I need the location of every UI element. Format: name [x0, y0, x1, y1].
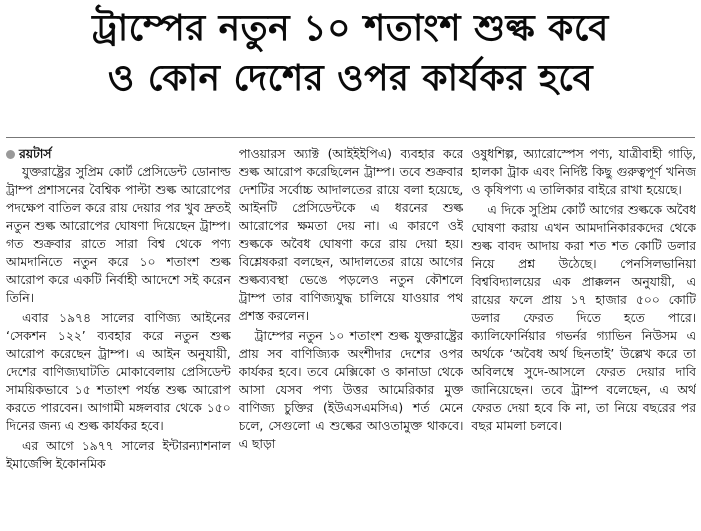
- article-paragraph: পাওয়ারস অ্যাক্ট (আইইইপিএ) ব্যবহার করে শুল্ক আরোপ করেছিলেন ট্রাম্প। তবে শুক্রবার দেশটির সর্বোচ্চ আদালতের রায়ে বলা হয়েছে, আইনটি প্রেসিডেন্টকে এ ধরনের শুল্ক আরোপের ক্ষমতা দেয় না। এ কারণে ওই শুল্ককে অবৈধ ঘোষণা করে রায় দেয়া হয়। বিশ্লেষকরা বলছেন, আদালতের রায়ে আগের শুল্কব্যবস্থা ভেঙে পড়লেও নতুন কৌশলে ট্রাম্প তার বাণিজ্যযুদ্ধ চালিয়ে যাওয়ার পথ প্রশস্ত করলেন।: [238, 147, 464, 323]
- article-paragraph: ওষুধশিল্প, অ্যারোস্পেস পণ্য, যাত্রীবাহী গাড়ি, হালকা ট্রাক এবং নির্দিষ্ট কিছু গুরুত্বপূর্ণ খনিজ ও কৃষিপণ্য এ তালিকার বাইরে রাখা হয়েছে।: [471, 147, 696, 197]
- article-paragraph: ট্রাম্পের নতুন ১০ শতাংশ শুল্ক যুক্তরাষ্ট্রের প্রায় সব বাণিজ্যিক অংশীদার দেশের ওপর কার্যকর হবে। তবে মেক্সিকো ও কানাডা থেকে আসা যেসব পণ্য উত্তর আমেরিকার মুক্ত বাণিজ্য চুক্তির (ইউএসএমসিএ) শর্ত মেনে চলে, সেগুলো এ শুল্কের আওতামুক্ত থাকবে। এ ছাড়া: [238, 329, 464, 451]
- article-body: [6, 145, 696, 529]
- article-paragraph: এ দিকে সুপ্রিম কোর্ট আগের শুল্ককে অবৈধ ঘোষণা করায় এখন আমদানিকারকদের থেকে শুল্ক বাবদ আদায় করা শত শত কোটি ডলার নিয়ে প্রশ্ন উঠেছে। পেনসিলভানিয়া বিশ্ববিদ্যালয়ের এক প্রাক্কলন অনুযায়ী, এ রায়ের ফলে প্রায় ১৭ হাজার ৫০০ কোটি ডলার ফেরত দিতে হতে পারে। ক্যালিফোর্নিয়ার গভর্নর গ্যাভিন নিউসম এ অর্থকে ‘অবৈধ অর্থ ছিনতাই’ উল্লেখ করে তা অবিলম্বে সুদে-আসলে ফেরত দেয়ার দাবি জানিয়েছেন। তবে ট্রাম্প বলেছেন, এ অর্থ ফেরত দেয়া হবে কি না, তা নিয়ে বছরের পর বছর মামলা চলবে।: [471, 203, 696, 433]
- bullet-icon: [6, 150, 15, 159]
- byline-source: রয়টার্স: [19, 147, 52, 161]
- byline: [6, 145, 231, 163]
- article-paragraph: এবার ১৯৭৪ সালের বাণিজ্য আইনের ‘সেকশন ১২২’ ব্যবহার করে নতুন শুল্ক আরোপ করেছেন ট্রাম্প। এ আইন অনুযায়ী, দেশের বাণিজ্যঘাটতি মোকাবেলায় প্রেসিডেন্ট সাময়িকভাবে ১৫ শতাংশ পর্যন্ত শুল্ক আরোপ করতে পারবেন। আগামী মঙ্গলবার থেকে ১৫০ দিনের জন্য এ শুল্ক কার্যকর হবে।: [6, 311, 231, 433]
- headline-line-1: ট্রাম্পের নতুন ১০ শতাংশ শুল্ক কবে: [92, 8, 609, 49]
- article-paragraph: যুক্তরাষ্ট্রের সুপ্রিম কোর্ট প্রেসিডেন্ট ডোনাল্ড ট্রাম্প প্রশাসনের বৈশ্বিক পাল্টা শুল্ক আরোপের পদক্ষেপ বাতিল করে রায় দেয়ার পর খুব দ্রুতই নতুন শুল্ক আরোপের ঘোষণা দিয়েছেন ট্রাম্প। গত শুক্রবার রাতে সারা বিশ্ব থেকে পণ্য আমদানিতে নতুন করে ১০ শতাংশ শুল্ক আরোপ করে একটি নির্বাহী আদেশে সই করেন তিনি।: [6, 165, 231, 305]
- headline-divider: [6, 137, 695, 138]
- article-column-1: [6, 145, 231, 529]
- headline-line-2: ও কোন দেশের ওপর কার্যকর হবে: [107, 58, 594, 99]
- article-column-3: [471, 145, 696, 529]
- article-column-2: [239, 145, 464, 529]
- headline: [0, 4, 701, 104]
- article-paragraph: এর আগে ১৯৭৭ সালের ইন্টারন্যাশনাল ইমার্জেন্সি ইকোনমিক: [6, 439, 231, 471]
